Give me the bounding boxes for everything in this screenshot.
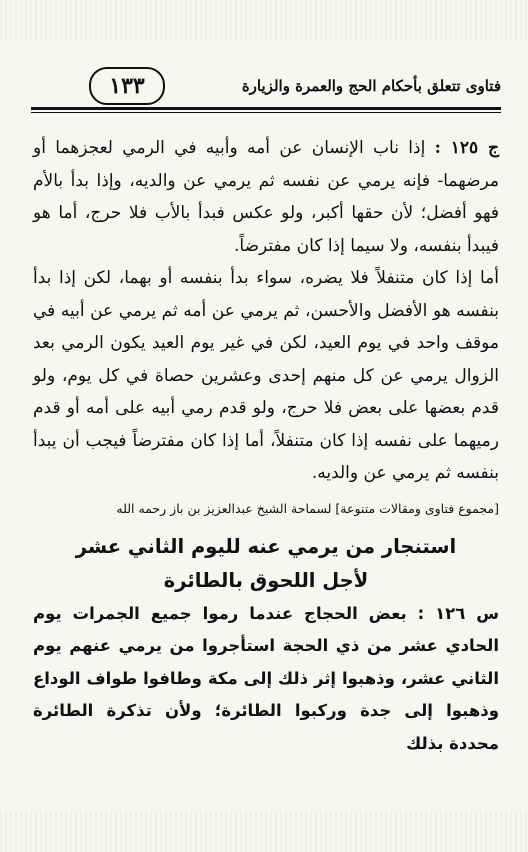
answer-text-1: إذا ناب الإنسان عن أمه وأبيه في الرمي لعجزهما أو مرضهما- فإنه يرمي عن نفسه ثم يرمي عن والديه، وإذا بدأ بالأم فهو أفضل؛ لأن حقها أكبر، ولو عكس فبدأ بالأب فلا حرج، أما هو فيبدأ بنفسه، ولا سيما إذا كان مفترضاً.	[33, 138, 499, 256]
answer-paragraph-1	[33, 132, 499, 262]
header-rule-thin	[31, 112, 501, 113]
section-heading-line-2: لأجل اللحوق بالطائرة	[163, 568, 369, 592]
scan-texture-top	[0, 0, 528, 40]
header-rule	[31, 107, 501, 110]
source-citation: [مجموع فتاوى ومقالات متنوعة] لسماحة الشيخ عبدالعزيز بن باز رحمه الله	[116, 500, 499, 516]
section-heading-line-1: استنجار من يرمي عنه لليوم الثاني عشر	[75, 534, 457, 558]
running-title: فتاوى تتعلق بأحكام الحج والعمرة والزيارة	[241, 77, 501, 95]
scan-texture-bottom	[0, 812, 528, 852]
question-label: س ١٢٦ :	[417, 603, 499, 623]
page-number: ١٣٣	[89, 67, 165, 105]
question-text: بعض الحجاج عندما رموا جميع الجمرات يوم الحادي عشر من ذي الحجة استأجروا من يرمي عنهم يوم الثاني عشر، وذهبوا إثر ذلك إلى مكة وطافوا طواف الوداع وذهبوا إلى جدة وركبوا الطائرة؛ ولأن تذكرة الطائرة محددة بذلك	[33, 603, 499, 753]
page-header	[31, 36, 501, 99]
question-paragraph	[33, 598, 499, 761]
answer-paragraph-2: أما إذا كان متنفلاً فلا يضره، سواء بدأ بنفسه أو بهما، لكن إذا بدأ بنفسه هو الأفضل والأحسن، ثم يرمي عن أمه ثم يرمي عن أبيه في موقف واحد في يوم العيد، لكن في غير يوم العيد يكون الرمي بعد الزوال يرمي عن كل منهم إحدى وعشرين حصاة في كل يوم، ولو قدم بعضها على بعض فلا حرج، ولو قدم رمي أبيه على أمه أو قدم رميهما على نفسه إذا كان متنفلاً، أما إذا كان مفترضاً فيجب أن يبدأ بنفسه ثم يرمي عن والديه.	[33, 268, 499, 483]
answer-label: ج ١٢٥ :	[434, 138, 499, 158]
page-body	[33, 132, 499, 760]
book-page	[31, 36, 501, 818]
